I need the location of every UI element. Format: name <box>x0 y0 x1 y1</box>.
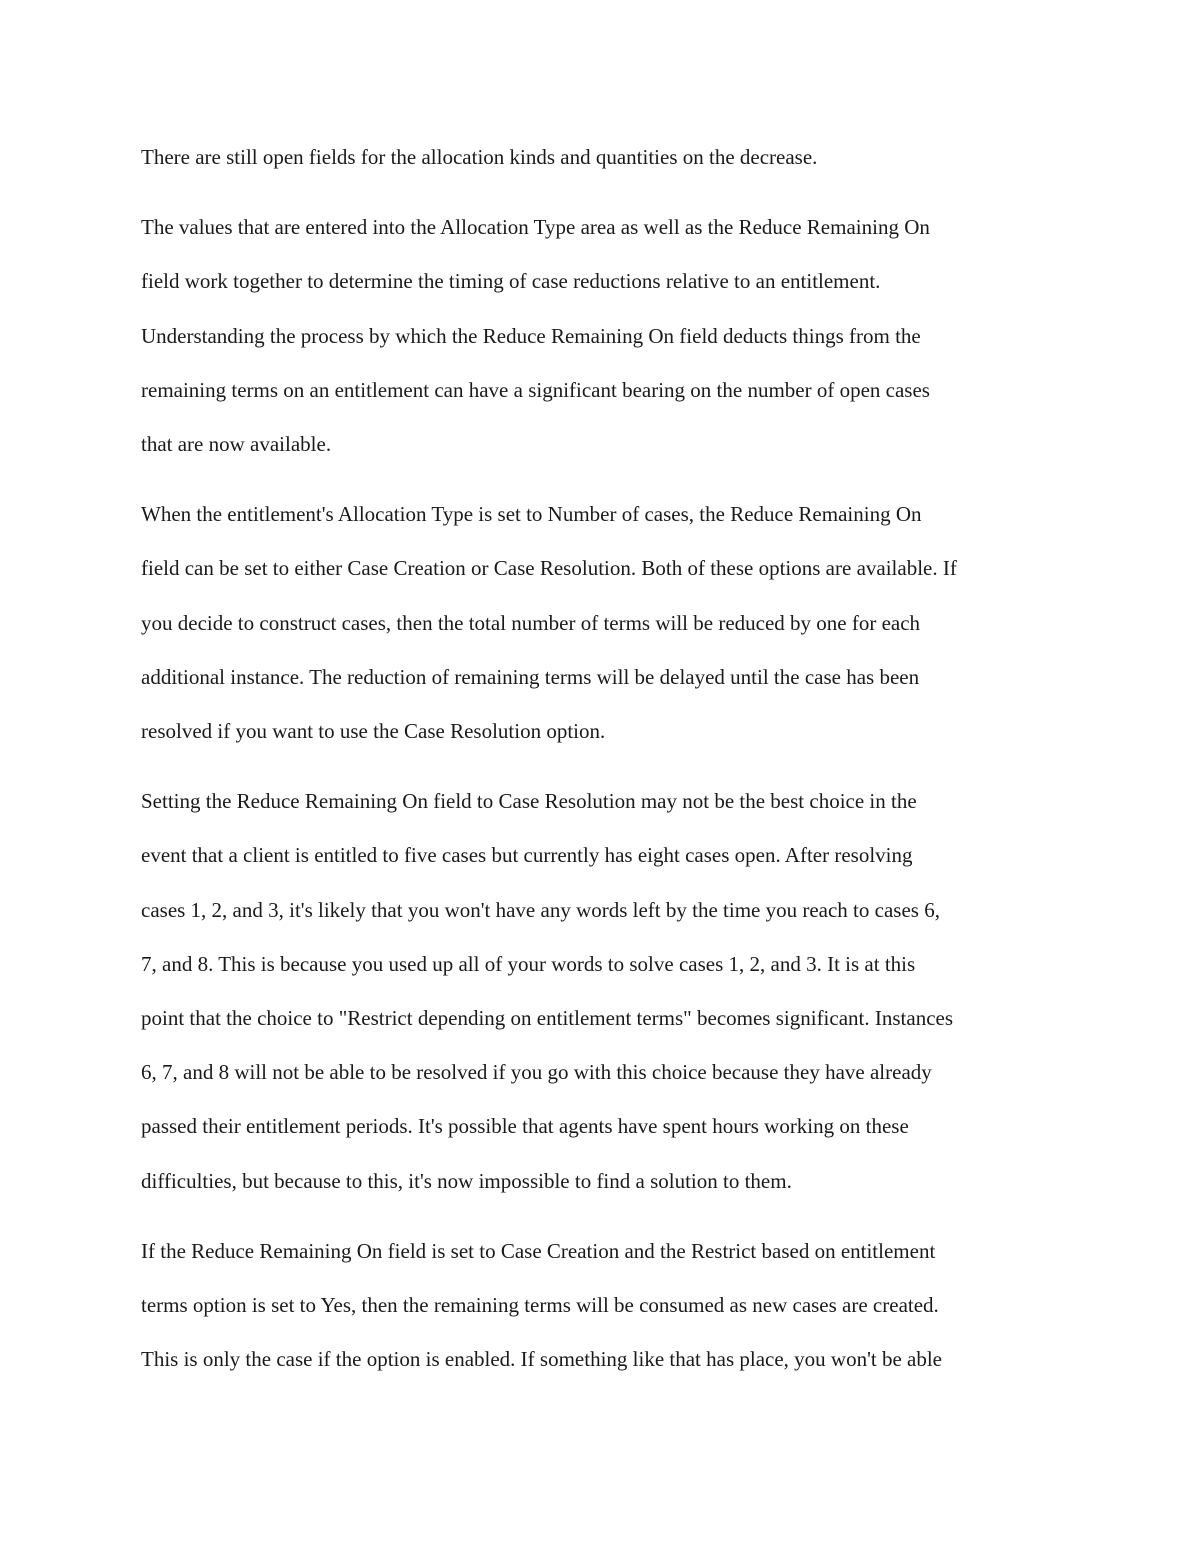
paragraph-3: When the entitlement's Allocation Type is set to Number of cases, the Reduce Remaining On field can be set to either Case Creation or Case Resolution. Both of these options are available. If you decide to construct cases, then the total number of terms will be reduced by one for each additional instance. The reduction of remaining terms will be delayed until the case has been resolved if you want to use the Case Resolution option. <box>141 502 957 744</box>
paragraph-5: If the Reduce Remaining On field is set to Case Creation and the Restrict based on entitlement terms option is set to Yes, then the remaining terms will be consumed as new cases are created. This is only the case if the option is enabled. If something like that has place, you won't be able <box>141 1238 943 1372</box>
document-body <box>141 130 1071 1402</box>
paragraph-1: There are still open fields for the allocation kinds and quantities on the decrease. <box>141 145 818 169</box>
paragraph-4: Setting the Reduce Remaining On field to Case Resolution may not be the best choice in the event that a client is entitled to five cases but currently has eight cases open. After resolving cases 1, 2, and 3, it's likely that you won't have any words left by the time you reach to cases 6, 7, and 8. This is because you used up all of your words to solve cases 1, 2, and 3. It is at this point that the choice to "Restrict depending on entitlement terms" becomes significant. Instances 6, 7, and 8 will not be able to be resolved if you go with this choice because they have already passed their entitlement periods. It's possible that agents have spent hours working on these difficulties, but because to this, it's now impossible to find a solution to them. <box>141 789 954 1193</box>
paragraph-2: The values that are entered into the Allocation Type area as well as the Reduce Remaining On field work together to determine the timing of case reductions relative to an entitlement. Understanding the process by which the Reduce Remaining On field deducts things from the remaining terms on an entitlement can have a significant bearing on the number of open cases that are now available. <box>141 215 930 457</box>
